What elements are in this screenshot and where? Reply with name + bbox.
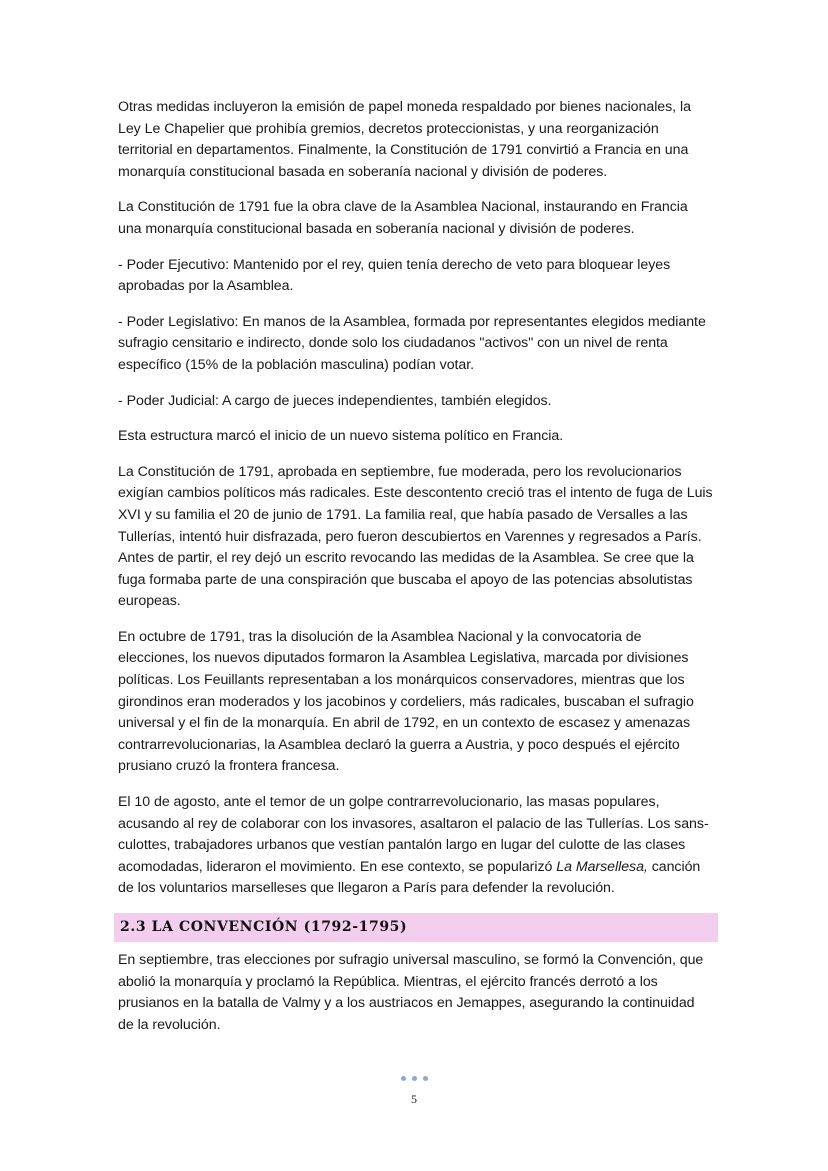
paragraph-10-agosto (118, 792, 714, 900)
paragraph-convencion: En septiembre, tras elecciones por sufragio universal masculino, se formó la Convención, que abolió la monarquía y proclamó la República. Mientras, el ejército francés derrotó a los prusianos en la batalla de Valmy y a los austriacos en Jemappes, asegurando la continuidad de la revolución. (118, 952, 704, 1033)
page-number: 5 (411, 1092, 417, 1106)
footer-dot-icon (401, 1076, 406, 1081)
paragraph-poder-legislativo: - Poder Legislativo: En manos de la Asamblea, formada por representantes elegidos mediante sufragio censitario e indirecto, donde solo los ciudadanos "activos" con un nivel de renta específico (15% de la población masculina) podían votar. (118, 313, 706, 373)
footer-dot-icon (423, 1076, 428, 1081)
paragraph-asamblea-legislativa: En octubre de 1791, tras la disolución de la Asamblea Nacional y la convocatoria de elecciones, los nuevos diputados formaron la Asamblea Legislativa, marcada por divisiones políticas. Los Feuillants representaban a los monárquicos conservadores, mientras que los girondinos eran moderados y los jacobinos y cordeliers, más radicales, buscaban el sufragio universal y el fin de la monarquía. En abril de 1792, en un contexto de escasez y amenazas contrarrevolucionarias, la Asamblea declaró la guerra a Austria, y poco después el ejército prusiano cruzó la frontera francesa. (118, 628, 694, 775)
marsellesa-title: La Marsellesa, (556, 858, 648, 875)
footer-dots (0, 1070, 828, 1086)
agosto-text-end: canción de los voluntarios marselleses que llegaron a París para defender la revolución. (118, 858, 701, 897)
paragraph-estructura: Esta estructura marcó el inicio de un nuevo sistema político en Francia. (118, 428, 564, 445)
agosto-text-start: El 10 de agosto, ante el temor de un golpe contrarrevolucionario, las masas populares, acusando al rey de colaborar con los invasores, asaltaron el palacio de las Tullerías. Los sans-culottes, trabajadores urbanos que vestían pantalón largo en lugar del culotte de las clases acomodadas, lideraron el movimiento. En ese contexto, se popularizó (118, 794, 709, 875)
paragraph-otras-medidas: Otras medidas incluyeron la emisión de papel moneda respaldado por bienes nacionales, la Ley Le Chapelier que prohibía gremios, decretos proteccionistas, y una reorganización territorial en departamentos. Finalmente, la Constitución de 1791 convirtió a Francia en una monarquía constitucional basada en soberanía nacional y división de poderes. (118, 99, 691, 180)
section-heading-convencion: 2.3 LA CONVENCIÓN (1792-1795) (114, 913, 718, 942)
paragraph-constitucion-1791: La Constitución de 1791 fue la obra clave de la Asamblea Nacional, instaurando en Francia una monarquía constitucional basada en soberanía nacional y división de poderes. (118, 199, 688, 237)
page-body (118, 97, 714, 1050)
paragraph-poder-judicial: - Poder Judicial: A cargo de jueces independientes, también elegidos. (118, 392, 552, 409)
paragraph-poder-ejecutivo: - Poder Ejecutivo: Mantenido por el rey, quien tenía derecho de veto para bloquear leyes aprobadas por la Asamblea. (118, 256, 671, 295)
paragraph-fuga-varennes: La Constitución de 1791, aprobada en septiembre, fue moderada, pero los revolucionarios exigían cambios políticos más radicales. Este descontento creció tras el intento de fuga de Luis XVI y su familia el 20 de junio de 1791. La familia real, que había pasado de Versalles a las Tullerías, intentó huir disfrazada, pero fueron descubiertos en Varennes y regresados a París. Antes de partir, el rey dejó un escrito revocando las medidas de la Asamblea. Se cree que la fuga formaba parte de una conspiración que buscaba el apoyo de las potencias absolutistas europeas. (118, 463, 713, 610)
footer-dot-icon (412, 1076, 417, 1081)
